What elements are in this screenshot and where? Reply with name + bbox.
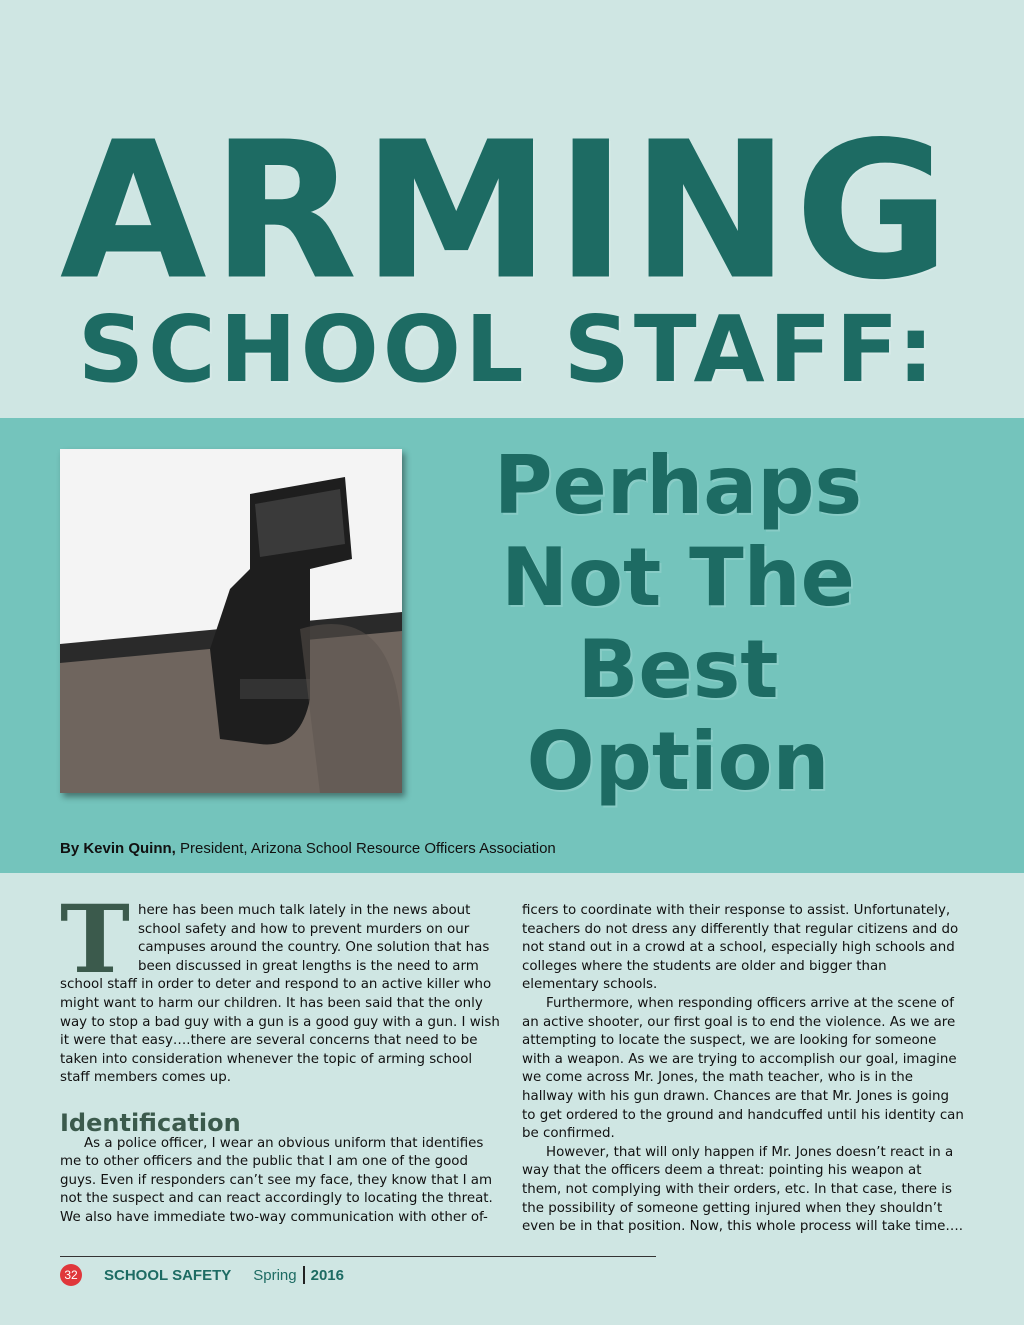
paragraph-continued: ficers to coordinate with their response to assist. Unfortunately, teachers do not dress any differently that regular citizens and do not stand out in a crowd at a school, especially high schools and colleges where the students are older and bigger than elementary schools. <box>522 903 959 993</box>
drop-cap: T <box>60 885 130 995</box>
subtitle-line-3: Best <box>577 623 779 716</box>
magazine-name: SCHOOL SAFETY <box>104 1266 232 1284</box>
issue-season: Spring <box>253 1266 297 1284</box>
article-column-1 <box>60 885 502 1228</box>
title-line-2: SCHOOL STAFF: <box>77 296 939 403</box>
byline <box>60 840 556 857</box>
page-footer <box>60 1264 344 1286</box>
subtitle-line-2: Not The <box>501 531 855 624</box>
section-heading: Identification <box>60 1108 241 1137</box>
paragraph-furthermore: Furthermore, when responding officers arrive at the scene of an active shooter, our first goal is to end the violence. As we are attempting to locate the suspect, we are looking for someone with a weapon. As we are trying to accomplish our goal, imagine we come across Mr. Jones, the math teacher, who is in the hallway with his gun drawn. Chances are that Mr. Jones is going to get ordered to the ground and handcuffed until his identity can be confirmed. <box>522 995 964 1142</box>
title-line-1: ARMING <box>60 102 956 321</box>
paragraph-intro: here has been much talk lately in the news about school safety and how to prevent murders on our campuses around the country. One solution that has been discussed in great lengths is the need to arm school staff in order to deter and respond to an active killer who might want to harm our children. It has been said that the only way to stop a bad guy with a gun is a good guy with a gun. I wish it were that easy….there are several concerns that need to be taken into consideration whenever the topic of arming school staff members comes up. <box>60 903 500 1086</box>
subtitle <box>418 440 938 808</box>
page-number: 32 <box>60 1264 82 1286</box>
holstered-handgun-image <box>60 449 402 793</box>
article-column-2 <box>522 902 964 1237</box>
subtitle-line-4: Option <box>526 715 830 808</box>
author-role: President, Arizona School Resource Officers Association <box>175 840 556 857</box>
footer-separator <box>303 1266 305 1284</box>
author-name: By Kevin Quinn, <box>60 840 176 857</box>
subtitle-line-1: Perhaps <box>493 439 863 532</box>
issue-year: 2016 <box>310 1266 344 1284</box>
paragraph-however: However, that will only happen if Mr. Jones doesn’t react in a way that the officers deem a threat: pointing his weapon at them, not complying with their orders, etc. In that case, there is the possibility of someone getting injured when they shouldn’t even be in that position. Now, this whole process will take time…. <box>522 1144 964 1235</box>
footer-rule <box>60 1256 656 1257</box>
paragraph-identification: As a police officer, I wear an obvious uniform that identifies me to other officers and the public that I am one of the good guys. Even if responders can’t see my face, they know that I am not the suspect and can react accordingly to locating the threat. We also have immediate two-way communication with other of- <box>60 1135 493 1225</box>
